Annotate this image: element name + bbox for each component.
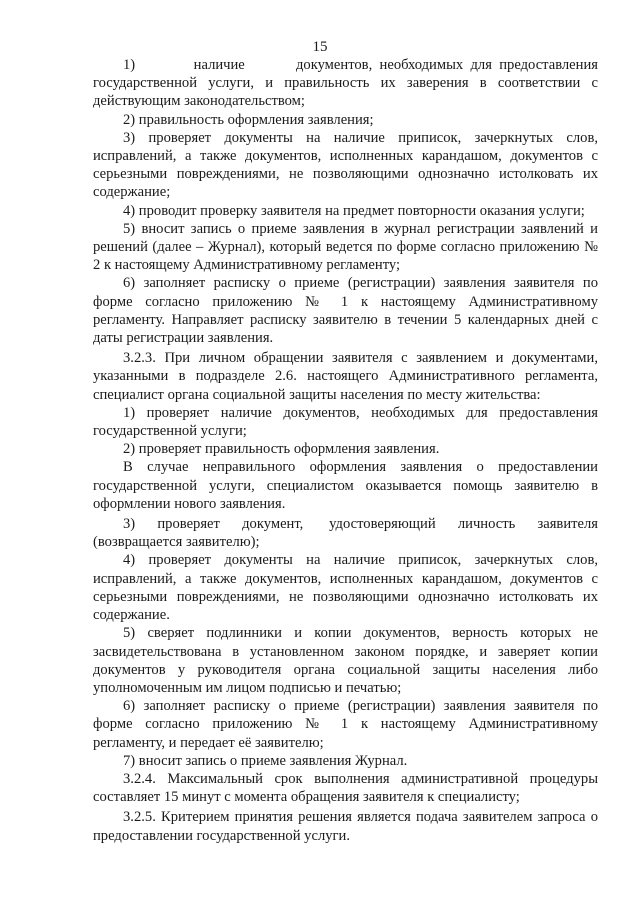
page-number: 15	[312, 39, 328, 55]
paragraph-check-5: 5) сверяет подлинники и копии документов, верность которых не засвидетельствована в установленном законом порядке, и заверяет копии документов у руководителя органа социальной защиты населения либо уполномоченным им лицом подписью и печатью;	[93, 625, 598, 696]
paragraph-item-5: 5) вносит запись о приеме заявления в журнал регистрации заявлений и решений (далее – Журнал), который ведется по форме согласно приложению № 2 к настоящему Административному регламенту;	[93, 220, 598, 274]
paragraph-check-1: 1) проверяет наличие документов, необходимых для предоставления государственной услуги;	[93, 404, 598, 440]
paragraph-check-6: 6) заполняет расписку о приеме (регистрации) заявления заявителя по форме согласно приложению № 1 к настоящему Административному регламенту, и передает её заявителю;	[93, 698, 598, 751]
paragraph-item-2: 2) правильность оформления заявления;	[123, 111, 374, 128]
paragraph-incorrect-form: В случае неправильного оформления заявления о предоставлении государственной услуги, специалистом оказывается помощь заявителю в оформлении нового заявления.	[93, 459, 598, 512]
paragraph-section-3-2-4: 3.2.4. Максимальный срок выполнения административной процедуры составляет 15 минут с момента обращения заявителя к специалисту;	[93, 770, 598, 806]
paragraph-check-2: 2) проверяет правильность оформления заявления.	[123, 441, 440, 458]
paragraph-section-3-2-5: 3.2.5. Критерием принятия решения является подача заявителем запроса о предоставлении государственной услуги.	[93, 809, 598, 844]
paragraph-item-3: 3) проверяет документы на наличие приписок, зачеркнутых слов, исправлений, а также документов, исполненных карандашом, документов с серьезными повреждениями, не позволяющими однозначно истолковать их содержание;	[93, 129, 598, 201]
document-body	[93, 56, 598, 845]
paragraph-check-7: 7) вносит запись о приеме заявления Журнал.	[123, 752, 408, 769]
paragraph-item-1: 1) наличие документов, необходимых для предоставления государственной услуги, и правильность их заверения в соответствии с действующим законодательством;	[93, 57, 598, 110]
paragraph-item-4: 4) проводит проверку заявителя на предмет повторности оказания услуги;	[123, 202, 585, 219]
paragraph-check-4: 4) проверяет документы на наличие приписок, зачеркнутых слов, исправлений, а также документов, исполненных карандашом, документов с серьезными повреждениями, не позволяющими однозначно истолковать их содержание.	[93, 552, 598, 624]
paragraph-section-3-2-3: 3.2.3. При личном обращении заявителя с заявлением и документами, указанными в подразделе 2.6. настоящего Административного регламента, специалист органа социальной защиты населения по месту жительства:	[93, 350, 598, 403]
paragraph-item-6: 6) заполняет расписку о приеме (регистрации) заявления заявителя по форме согласно приложению № 1 к настоящему Административному регламенту. Направляет расписку заявителю в течении 5 календарных дней с даты регистрации заявления.	[93, 275, 598, 347]
paragraph-check-3: 3) проверяет документ, удостоверяющий личность заявителя (возвращается заявителю);	[93, 516, 598, 551]
